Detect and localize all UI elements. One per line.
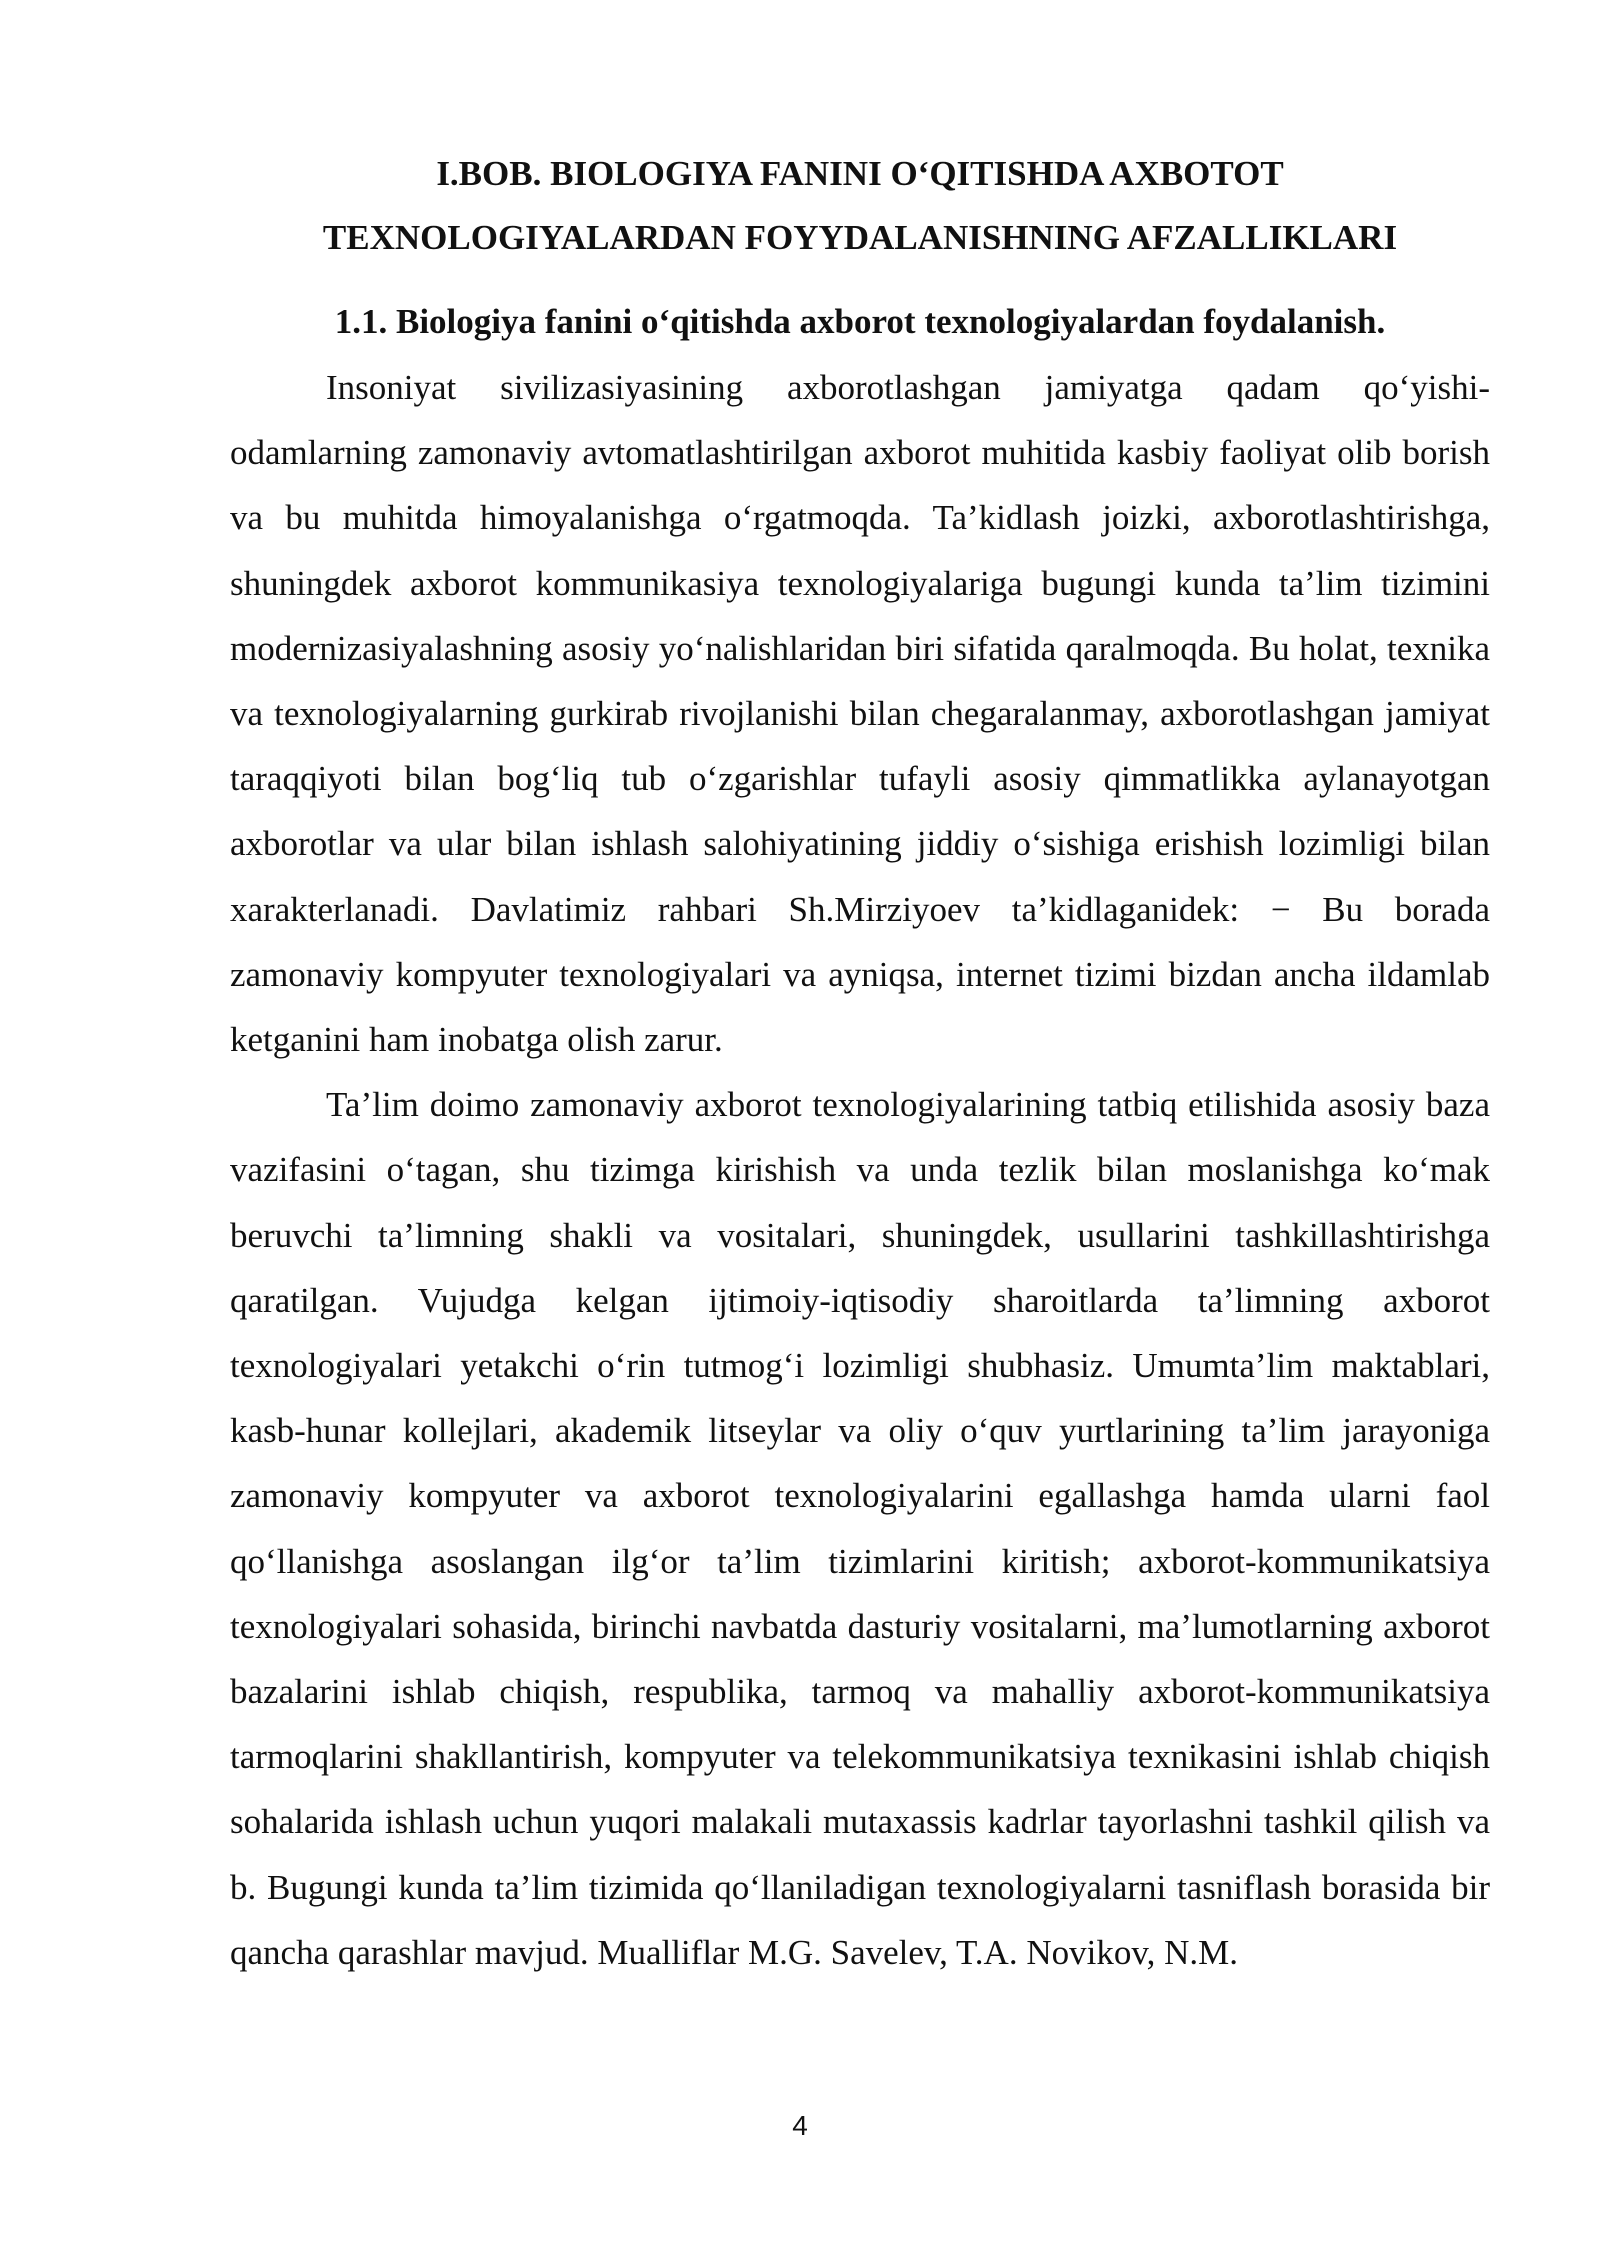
section-title: 1.1. Biologiya fanini o‘qitishda axborot texnologiyalardan foydalanish. — [334, 302, 1386, 341]
chapter-title — [230, 142, 1490, 270]
chapter-title-line-1: I.BOB. BIOLOGIYA FANINI O‘QITISHDA AXBOTOT — [436, 154, 1284, 193]
paragraph-2: Ta’lim doimo zamonaviy axborot texnologiyalarining tatbiq etilishida asosiy baza vazifasini o‘tagan, shu tizimga kirishish va unda tezlik bilan moslanishga ko‘mak beruvchi ta’limning shakli va vositalari, shuningdek, usullarini tashkillashtirishga qaratilgan. Vujudga kelgan ijtimoiy-iqtisodiy sharoitlarda ta’limning axborot texnologiyalari yetakchi o‘rin tutmog‘i lozimligi shubhasiz. Umumta’lim maktablari, kasb-hunar kollejlari, akademik litseylar va oliy o‘quv yurtlarining ta’lim jarayoniga zamonaviy kompyuter va axborot texnologiyalarini egallashga hamda ularni faol qo‘llanishga asoslangan ilg‘or ta’lim tizimlarini kiritish; axborot-kommunikatsiya texnologiyalari sohasida, birinchi navbatda dasturiy vositalarni, ma’lumotlarning axborot bazalarini ishlab chiqish, respublika, tarmoq va mahalliy axborot-kommunikatsiya tarmoqlarini shakllantirish, kompyuter va telekommunikatsiya texnikasini ishlab chiqish sohalarida ishlash uchun yuqori malakali mutaxassis kadrlar tayorlashni tashkil qilish va b. Bugungi kunda ta’lim tizimida qo‘llaniladigan texnologiyalarni tasniflash borasida bir qancha qarashlar mavjud. Mualliflar M.G. Savelev, T.A. Novikov, N.M. — [230, 1085, 1490, 1972]
paragraph-1: Insoniyat sivilizasiyasining axborotlashgan jamiyatga qadam qo‘yishi-odamlarning zamonaviy avtomatlashtirilgan axborot muhitida kasbiy faoliyat olib borish va bu muhitda himoyalanishga o‘rgatmoqda. Ta’kidlash joizki, axborotlashtirishga, shuningdek axborot kommunikasiya texnologiyalariga bugungi kunda ta’lim tizimini modernizasiyalashning asosiy yo‘nalishlaridan biri sifatida qaralmoqda. Bu holat, texnika va texnologiyalarning gurkirab rivojlanishi bilan chegaralanmay, axborotlashgan jamiyat taraqqiyoti bilan bog‘liq tub o‘zgarishlar tufayli asosiy qimmatlikka aylanayotgan axborotlar va ular bilan ishlash salohiyatining jiddiy o‘sishiga erishish lozimligi bilan xarakterlanadi. Davlatimiz rahbari Sh.Mirziyoev ta’kidlaganidek: − Bu borada zamonaviy kompyuter texnologiyalari va ayniqsa, internet tizimi bizdan ancha ildamlab ketganini ham inobatga olish zarur. — [230, 368, 1490, 1060]
page-number: 4 — [792, 2110, 808, 2141]
chapter-title-line-2: TEXNOLOGIYALARDAN FOYYDALANISHNING AFZALLIKLARI — [322, 218, 1398, 257]
body-text — [230, 355, 1490, 1985]
